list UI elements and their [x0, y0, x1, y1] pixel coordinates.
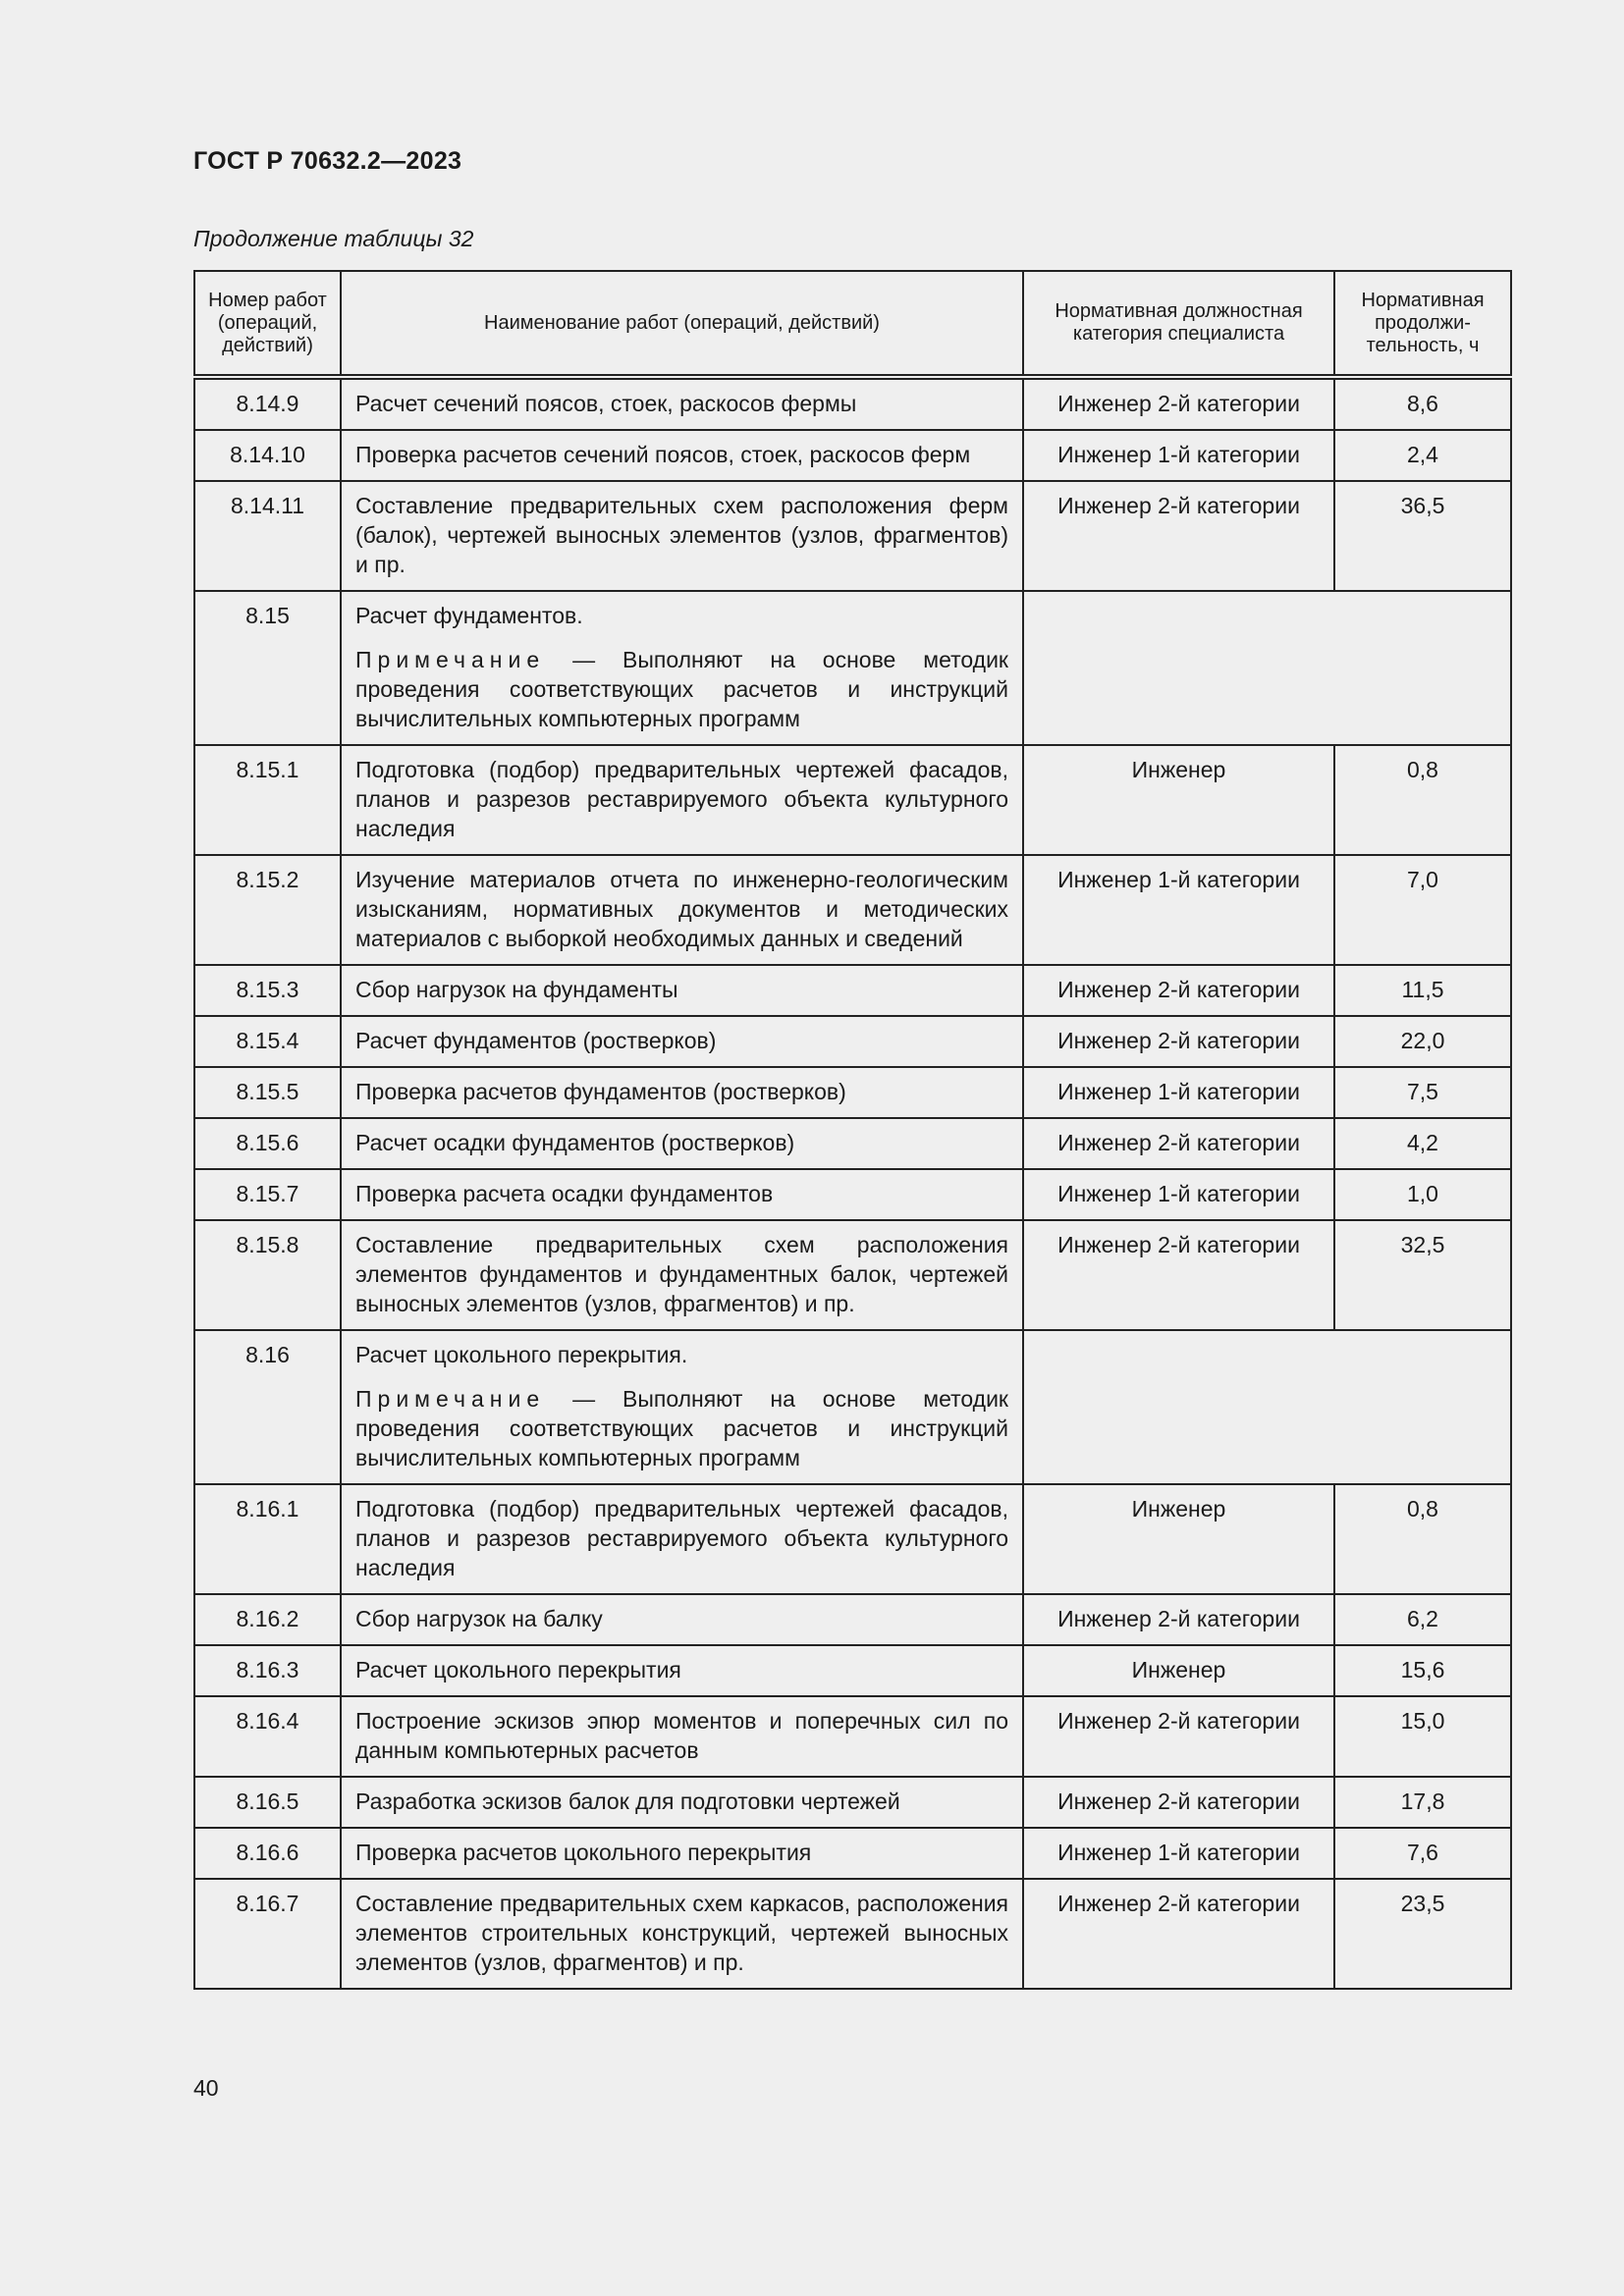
table-row [194, 1330, 1511, 1484]
row-name: Расчет цокольного перекрытия [341, 1645, 1023, 1696]
row-duration: 7,6 [1334, 1828, 1511, 1879]
table-row [194, 965, 1511, 1016]
table-row [194, 1645, 1511, 1696]
row-number: 8.16.7 [194, 1879, 341, 1989]
row-name: Проверка расчета осадки фундаментов [341, 1169, 1023, 1220]
note-text: — Выполняют на основе методик проведения соответствующих расчетов и инструкций вычислительных компьютерных программ [355, 1386, 1008, 1470]
col-header-name: Наименование работ (операций, действий) [341, 271, 1023, 377]
section-note [355, 1384, 1008, 1472]
row-duration: 7,0 [1334, 855, 1511, 965]
row-name: Проверка расчетов фундаментов (ростверков) [341, 1067, 1023, 1118]
row-number: 8.15.3 [194, 965, 341, 1016]
row-category: Инженер 2-й категории [1023, 1777, 1334, 1828]
row-duration: 15,0 [1334, 1696, 1511, 1777]
row-category: Инженер 2-й категории [1023, 377, 1334, 430]
row-duration: 36,5 [1334, 481, 1511, 591]
row-name: Расчет сечений поясов, стоек, раскосов фермы [341, 377, 1023, 430]
section-note [355, 645, 1008, 733]
row-number: 8.14.9 [194, 377, 341, 430]
row-number: 8.15.1 [194, 745, 341, 855]
row-duration: 6,2 [1334, 1594, 1511, 1645]
row-category: Инженер 1-й категории [1023, 1169, 1334, 1220]
empty-cell [1023, 591, 1511, 745]
row-number: 8.15.4 [194, 1016, 341, 1067]
row-name: Составление предварительных схем каркасов, расположения элементов строительных конструкций, чертежей выносных элементов (узлов, фрагментов) и пр. [341, 1879, 1023, 1989]
table-row [194, 1696, 1511, 1777]
row-number: 8.16.3 [194, 1645, 341, 1696]
row-name [341, 1330, 1023, 1484]
row-category: Инженер [1023, 745, 1334, 855]
note-label: Примечание [355, 1386, 546, 1412]
table-row [194, 855, 1511, 965]
table-row [194, 745, 1511, 855]
table-row [194, 1067, 1511, 1118]
norms-table [193, 270, 1512, 1990]
empty-cell [1023, 1330, 1511, 1484]
table-row [194, 1594, 1511, 1645]
row-category: Инженер 1-й категории [1023, 1828, 1334, 1879]
table-row [194, 591, 1511, 745]
row-duration: 0,8 [1334, 745, 1511, 855]
table-body [194, 377, 1511, 1989]
table-row [194, 1828, 1511, 1879]
row-name: Подготовка (подбор) предварительных чертежей фасадов, планов и разрезов реставрируемого объекта культурного наследия [341, 745, 1023, 855]
row-duration: 23,5 [1334, 1879, 1511, 1989]
document-header: ГОСТ Р 70632.2—2023 [193, 147, 462, 175]
row-name: Подготовка (подбор) предварительных чертежей фасадов, планов и разрезов реставрируемого объекта культурного наследия [341, 1484, 1023, 1594]
row-duration: 22,0 [1334, 1016, 1511, 1067]
row-number: 8.16.5 [194, 1777, 341, 1828]
row-name: Расчет осадки фундаментов (ростверков) [341, 1118, 1023, 1169]
table-header-row [194, 271, 1511, 377]
row-category: Инженер 1-й категории [1023, 1067, 1334, 1118]
row-category: Инженер 2-й категории [1023, 1879, 1334, 1989]
table-caption: Продолжение таблицы 32 [193, 226, 474, 251]
row-name: Составление предварительных схем расположения ферм (балок), чертежей выносных элементов (узлов, фрагментов) и пр. [341, 481, 1023, 591]
section-title: Расчет фундаментов. [355, 603, 583, 628]
table-row [194, 1016, 1511, 1067]
note-label: Примечание [355, 647, 546, 672]
table-row [194, 1169, 1511, 1220]
row-number: 8.16 [194, 1330, 341, 1484]
row-category: Инженер 1-й категории [1023, 855, 1334, 965]
row-duration: 17,8 [1334, 1777, 1511, 1828]
row-number: 8.14.11 [194, 481, 341, 591]
row-category: Инженер 1-й категории [1023, 430, 1334, 481]
row-number: 8.14.10 [194, 430, 341, 481]
row-category: Инженер [1023, 1645, 1334, 1696]
table-row [194, 1777, 1511, 1828]
row-name: Проверка расчетов сечений поясов, стоек, раскосов ферм [341, 430, 1023, 481]
row-duration: 32,5 [1334, 1220, 1511, 1330]
row-category: Инженер 2-й категории [1023, 1016, 1334, 1067]
row-category: Инженер 2-й категории [1023, 1220, 1334, 1330]
row-number: 8.16.6 [194, 1828, 341, 1879]
row-number: 8.15.6 [194, 1118, 341, 1169]
row-duration: 2,4 [1334, 430, 1511, 481]
row-number: 8.15 [194, 591, 341, 745]
row-duration: 11,5 [1334, 965, 1511, 1016]
row-duration: 8,6 [1334, 377, 1511, 430]
table-row [194, 481, 1511, 591]
section-title: Расчет цокольного перекрытия. [355, 1342, 688, 1367]
table-row [194, 377, 1511, 430]
row-number: 8.16.2 [194, 1594, 341, 1645]
row-name: Составление предварительных схем расположения элементов фундаментов и фундаментных балок, чертежей выносных элементов (узлов, фрагментов) и пр. [341, 1220, 1023, 1330]
row-category: Инженер 2-й категории [1023, 481, 1334, 591]
row-number: 8.15.8 [194, 1220, 341, 1330]
row-number: 8.16.4 [194, 1696, 341, 1777]
row-duration: 1,0 [1334, 1169, 1511, 1220]
row-number: 8.16.1 [194, 1484, 341, 1594]
table-row [194, 430, 1511, 481]
row-name: Построение эскизов эпюр моментов и поперечных сил по данным компьютерных расчетов [341, 1696, 1023, 1777]
row-category: Инженер 2-й категории [1023, 1696, 1334, 1777]
row-name: Проверка расчетов цокольного перекрытия [341, 1828, 1023, 1879]
row-category: Инженер 2-й категории [1023, 1594, 1334, 1645]
row-name: Изучение материалов отчета по инженерно-геологическим изысканиям, нормативных документов и методических материалов с выборкой необходимых данных и сведений [341, 855, 1023, 965]
row-name: Разработка эскизов балок для подготовки чертежей [341, 1777, 1023, 1828]
page-number: 40 [193, 2075, 219, 2101]
row-duration: 4,2 [1334, 1118, 1511, 1169]
table-row [194, 1220, 1511, 1330]
table-row [194, 1484, 1511, 1594]
col-header-category: Нормативная должностная категория специалиста [1023, 271, 1334, 377]
row-category: Инженер 2-й категории [1023, 965, 1334, 1016]
row-name [341, 591, 1023, 745]
row-name: Сбор нагрузок на балку [341, 1594, 1023, 1645]
row-number: 8.15.5 [194, 1067, 341, 1118]
col-header-number: Номер работ (операций, действий) [194, 271, 341, 377]
row-name: Сбор нагрузок на фундаменты [341, 965, 1023, 1016]
row-duration: 7,5 [1334, 1067, 1511, 1118]
row-number: 8.15.7 [194, 1169, 341, 1220]
row-category: Инженер [1023, 1484, 1334, 1594]
col-header-duration: Нормативная продолжи-тельность, ч [1334, 271, 1511, 377]
row-duration: 0,8 [1334, 1484, 1511, 1594]
row-number: 8.15.2 [194, 855, 341, 965]
row-duration: 15,6 [1334, 1645, 1511, 1696]
note-text: — Выполняют на основе методик проведения соответствующих расчетов и инструкций вычислительных компьютерных программ [355, 647, 1008, 731]
row-name: Расчет фундаментов (ростверков) [341, 1016, 1023, 1067]
table-row [194, 1879, 1511, 1989]
table-row [194, 1118, 1511, 1169]
row-category: Инженер 2-й категории [1023, 1118, 1334, 1169]
